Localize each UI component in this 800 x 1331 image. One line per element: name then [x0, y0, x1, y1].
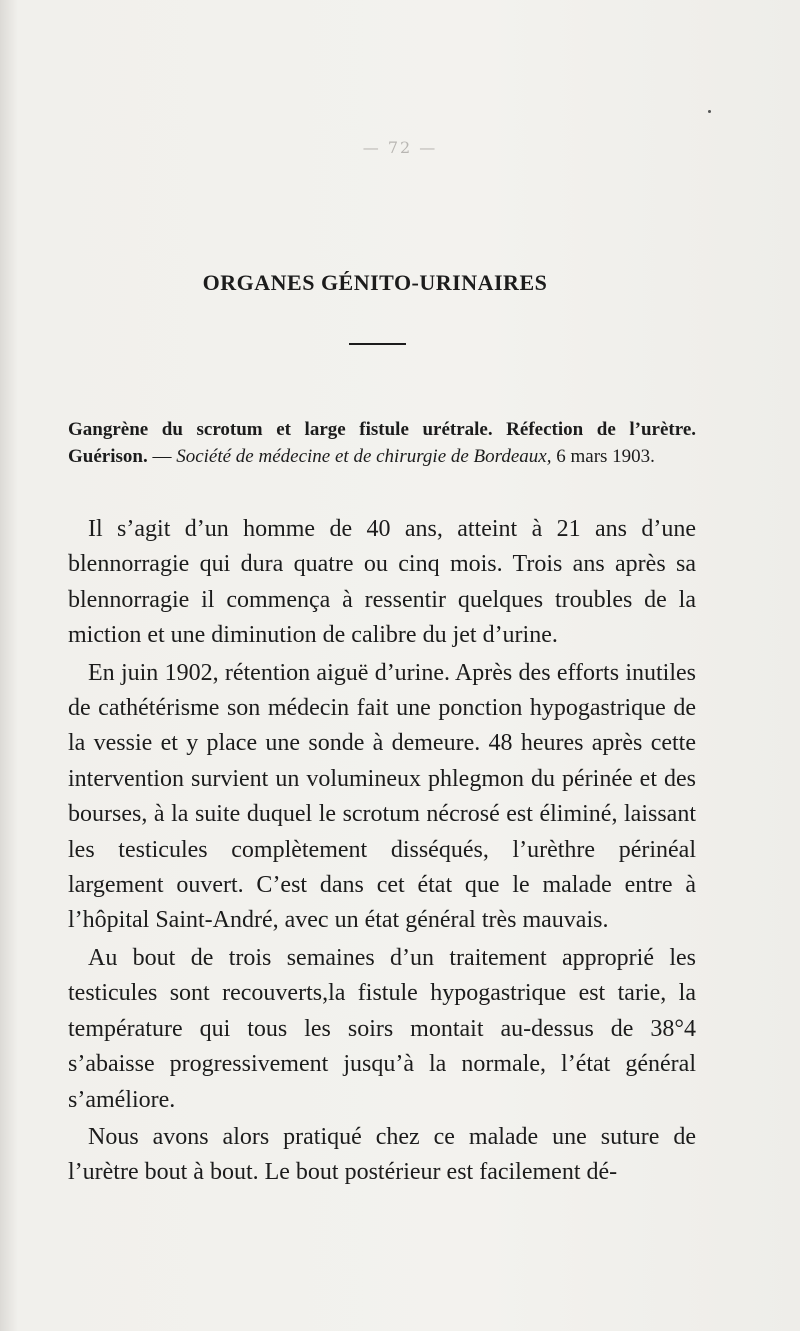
paragraph: Il s’agit d’un homme de 40 ans, atteint à 21 ans d’une blennorragie qui dura quatre ou cinq mois. Trois ans après sa blennorragie il commença à ressentir quelques troubles de la miction et une diminution de calibre du jet d’urine.	[68, 516, 696, 649]
section-title: ORGANES GÉNITO-URINAIRES	[202, 270, 548, 295]
paragraph: Nous avons alors pratiqué chez ce malade une suture de l’urètre bout à bout. Le bout postérieur est facilement dé-	[68, 1123, 696, 1186]
article-title: Gangrène du scrotum et large fistule urétrale. Réfection de l’urètre. Guérison.	[68, 419, 696, 467]
article-body	[68, 512, 696, 1193]
article-source: Société de médecine et de chirurgie de Bordeaux,	[176, 446, 552, 467]
paragraph: En juin 1902, rétention aiguë d’urine. Après des efforts inutiles de cathétérisme son médecin fait une ponction hypogastrique de la vessie et y place une sonde à demeure. 48 heures après cette intervention survient un volumineux phlegmon du périnée et des bourses, à la suite duquel le scrotum nécrosé est éliminé, laissant les testicules complètement disséqués, l’urèthre périnéal largement ouvert. C’est dans cet état que le malade entre à l’hôpital Saint-André, avec un état général très mauvais.	[68, 659, 696, 934]
page-number: — 72 —	[362, 138, 438, 157]
article-heading	[68, 416, 696, 470]
title-divider	[349, 343, 406, 345]
paragraph: Au bout de trois semaines d’un traitement approprié les testicules sont recouverts,la fistule hypogastrique est tarie, la température qui tous les soirs montait au-dessus de 38°4 s’abaisse progressivement jusqu’à la normale, l’état général s’améliore.	[68, 944, 696, 1113]
speck-mark	[708, 110, 711, 113]
heading-separator: —	[147, 446, 177, 467]
article-date: 6 mars 1903.	[551, 446, 655, 467]
